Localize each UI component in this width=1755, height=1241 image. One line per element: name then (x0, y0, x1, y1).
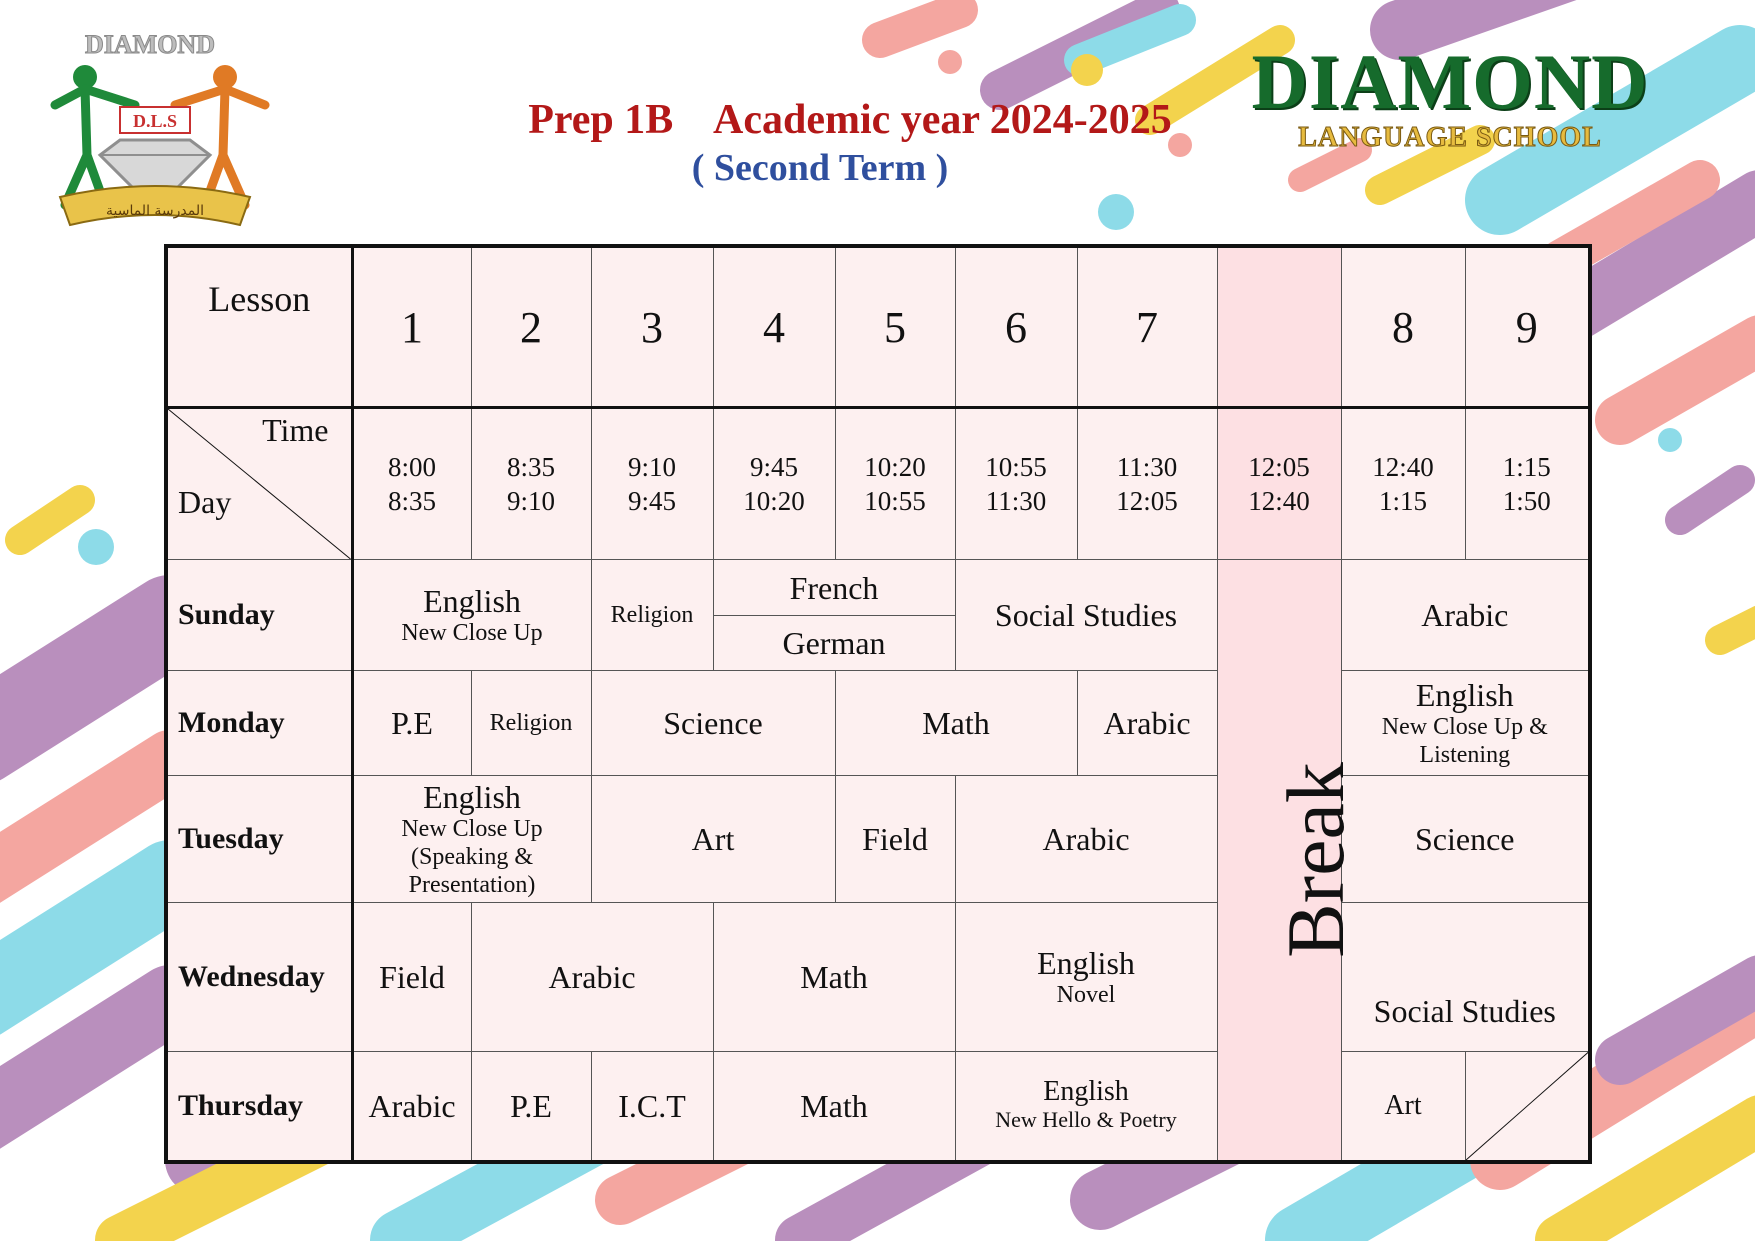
subject-cell: P.E (471, 1052, 591, 1163)
subject-cell: Science (1341, 776, 1590, 903)
subject-cell: Field (352, 903, 471, 1052)
subject-cell (1341, 671, 1590, 776)
subject-note: Novel (1056, 982, 1116, 1008)
subject-cell: Art (1341, 1052, 1465, 1163)
term-label: ( Second Term ) (691, 147, 949, 189)
academic-year: Academic year 2024-2025 (712, 97, 1172, 143)
time-row (166, 408, 1590, 560)
subject-cell: P.E (352, 671, 471, 776)
subject-cell: Math (835, 671, 1077, 776)
time-start: 12:05 (1248, 452, 1310, 482)
time-slot (352, 408, 471, 560)
break-column (1217, 560, 1361, 1163)
subject-cell: Math (713, 1052, 955, 1163)
lesson-number: 5 (835, 246, 955, 408)
time-slot (471, 408, 591, 560)
time-end: 8:35 (387, 486, 436, 516)
break-header-cell (1217, 246, 1341, 408)
subject-cell: Social Studies (955, 560, 1217, 671)
subject-cell: Arabic (1341, 560, 1590, 671)
time-slot (591, 408, 713, 560)
subject-cell: Science (591, 671, 835, 776)
subject-name: English (1415, 677, 1514, 713)
time-day-corner (166, 408, 352, 560)
day-name: Wednesday (166, 903, 352, 1052)
day-label: Day (178, 484, 232, 520)
lesson-number: 2 (471, 246, 591, 408)
subject-name: English (423, 583, 521, 619)
lesson-number: 4 (713, 246, 835, 408)
logo-text: DIAMOND (85, 30, 215, 59)
break-time-slot (1217, 408, 1341, 560)
time-end: 1:50 (1502, 486, 1551, 516)
lesson-number: 9 (1465, 246, 1590, 408)
lesson-header-row (166, 246, 1590, 408)
time-start: 1:15 (1502, 452, 1551, 482)
subject-cell (352, 560, 591, 671)
timetable (164, 244, 1592, 1164)
subject-name: English (1043, 1076, 1129, 1107)
time-start: 8:00 (387, 452, 436, 482)
time-end: 9:10 (506, 486, 555, 516)
school-logo (25, 25, 290, 235)
time-slot (955, 408, 1077, 560)
time-slot (1341, 408, 1465, 560)
time-slot (713, 408, 835, 560)
empty-slot (1465, 1052, 1590, 1163)
time-end: 1:15 (1378, 486, 1427, 516)
subject-cell: Arabic (471, 903, 713, 1052)
subject-name: French (714, 561, 955, 616)
brand-subtitle: LANGUAGE SCHOOL (1298, 122, 1602, 153)
time-start: 10:55 (985, 452, 1047, 482)
class-name: Prep 1B (528, 97, 674, 143)
time-start: 9:45 (749, 452, 798, 482)
subject-cell: Religion (591, 560, 713, 671)
day-row-thursday (166, 1052, 1590, 1163)
brand-block (1240, 40, 1660, 152)
time-start: 8:35 (506, 452, 555, 482)
subject-cell: Arabic (1077, 671, 1217, 776)
empty-slot-diagonal (1466, 1052, 1589, 1160)
lesson-number: 8 (1341, 246, 1465, 408)
time-end: 12:40 (1248, 486, 1310, 516)
time-slot (1077, 408, 1217, 560)
subject-name: German (782, 624, 886, 661)
subject-name: English (423, 779, 521, 815)
time-slot (835, 408, 955, 560)
day-row-wednesday (166, 903, 1590, 1052)
day-row-sunday (166, 560, 1590, 671)
day-name: Monday (166, 671, 352, 776)
day-name: Thursday (166, 1052, 352, 1163)
subject-note: New Hello & Poetry (995, 1107, 1177, 1132)
subject-cell-split (713, 560, 955, 671)
time-start: 11:30 (1116, 452, 1178, 482)
subject-name: English (1037, 945, 1135, 981)
lesson-number: 1 (352, 246, 471, 408)
time-label: Time (262, 412, 329, 448)
page-title (420, 96, 1280, 144)
subject-cell: Social Studies (1341, 903, 1590, 1052)
lesson-label: Lesson (166, 246, 352, 408)
time-end: 11:30 (985, 486, 1047, 516)
subject-note: New Close Up & Listening (1381, 714, 1548, 768)
day-name: Sunday (166, 560, 352, 671)
logo-arabic-text: المدرسة الماسية (105, 203, 205, 219)
break-label: Break (1269, 762, 1361, 958)
time-start: 12:40 (1372, 452, 1434, 482)
subject-note: New Close Up (401, 620, 543, 646)
subject-note: New Close Up (Speaking & Presentation) (401, 816, 543, 898)
time-end: 10:55 (864, 486, 926, 516)
subject-cell (955, 1052, 1217, 1163)
day-row-monday (166, 671, 1590, 776)
subject-cell (352, 776, 591, 903)
subject-cell: Religion (471, 671, 591, 776)
lesson-number: 7 (1077, 246, 1217, 408)
logo-badge: D.L.S (132, 111, 178, 131)
time-end: 9:45 (627, 486, 676, 516)
time-end: 10:20 (743, 486, 805, 516)
lesson-number: 3 (591, 246, 713, 408)
time-start: 10:20 (864, 452, 926, 482)
time-end: 12:05 (1116, 486, 1178, 516)
lesson-number: 6 (955, 246, 1077, 408)
subject-cell: Math (713, 903, 955, 1052)
brand-name: DIAMOND (1251, 38, 1649, 125)
day-name: Tuesday (166, 776, 352, 903)
subject-cell: Art (591, 776, 835, 903)
day-row-tuesday (166, 776, 1590, 903)
subject-cell: Field (835, 776, 955, 903)
time-slot (1465, 408, 1590, 560)
subject-cell: Arabic (352, 1052, 471, 1163)
time-start: 9:10 (627, 452, 676, 482)
subject-cell: Arabic (955, 776, 1217, 903)
subject-cell (955, 903, 1217, 1052)
subject-cell: I.C.T (591, 1052, 713, 1163)
